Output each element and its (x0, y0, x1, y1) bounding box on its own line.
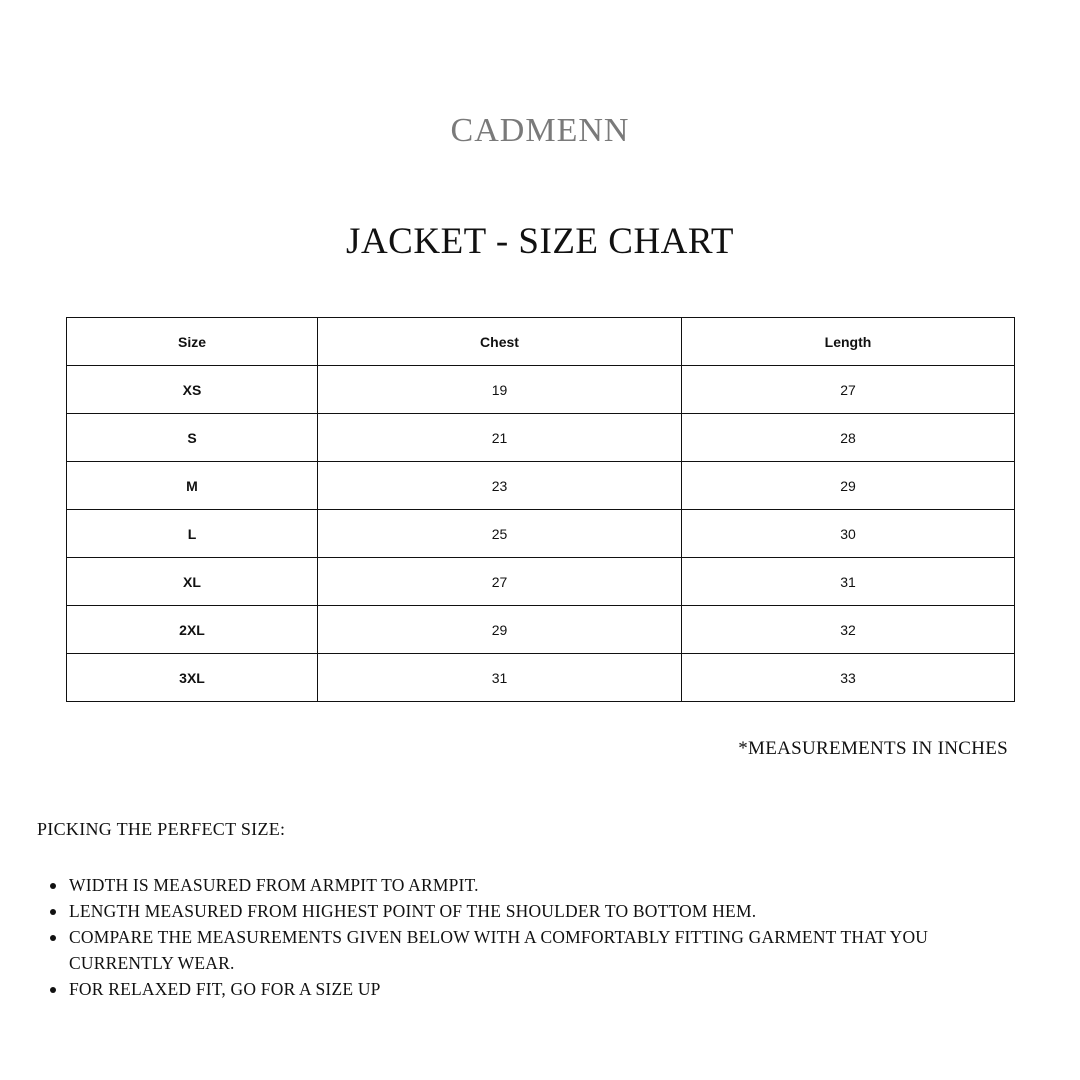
length-cell: 33 (682, 654, 1015, 702)
size-cell: XS (67, 366, 318, 414)
tip-text: FOR RELAXED FIT, GO FOR A SIZE UP (69, 979, 381, 999)
chest-cell: 31 (318, 654, 682, 702)
length-cell: 27 (682, 366, 1015, 414)
length-cell: 32 (682, 606, 1015, 654)
measurement-note: *MEASUREMENTS IN INCHES (738, 738, 1008, 759)
list-item (69, 976, 1029, 1002)
length-cell: 31 (682, 558, 1015, 606)
chest-cell: 21 (318, 414, 682, 462)
length-cell: 28 (682, 414, 1015, 462)
size-cell: L (67, 510, 318, 558)
size-cell: 2XL (67, 606, 318, 654)
chest-cell: 19 (318, 366, 682, 414)
bullet-icon (50, 883, 56, 889)
size-cell: M (67, 462, 318, 510)
bullet-icon (50, 909, 56, 915)
size-cell: 3XL (67, 654, 318, 702)
bullet-icon (50, 935, 56, 941)
table-row (67, 510, 1015, 558)
chest-cell: 23 (318, 462, 682, 510)
list-item (69, 872, 1029, 898)
table-row (67, 366, 1015, 414)
header-length: Length (682, 318, 1015, 366)
table-row (67, 558, 1015, 606)
tip-text: LENGTH MEASURED FROM HIGHEST POINT OF THE SHOULDER TO BOTTOM HEM. (69, 901, 757, 921)
table-row (67, 414, 1015, 462)
list-item (69, 924, 1029, 976)
table-header-row (67, 318, 1015, 366)
chest-cell: 29 (318, 606, 682, 654)
tip-text: WIDTH IS MEASURED FROM ARMPIT TO ARMPIT. (69, 875, 479, 895)
table-row (67, 462, 1015, 510)
brand-logo: CADMENN (450, 112, 630, 149)
header-size: Size (67, 318, 318, 366)
tips-heading: PICKING THE PERFECT SIZE: (37, 819, 286, 839)
table-row (67, 606, 1015, 654)
page-title: JACKET - SIZE CHART (346, 221, 734, 262)
list-item (69, 898, 1029, 924)
bullet-icon (50, 987, 56, 993)
tips-list (0, 872, 1029, 1002)
header-chest: Chest (318, 318, 682, 366)
size-chart-table (66, 317, 1015, 702)
chest-cell: 25 (318, 510, 682, 558)
length-cell: 29 (682, 462, 1015, 510)
size-cell: S (67, 414, 318, 462)
table-row (67, 654, 1015, 702)
tip-text: COMPARE THE MEASUREMENTS GIVEN BELOW WITH A COMFORTABLY FITTING GARMENT THAT YOU CURRENTLY WEAR. (69, 927, 929, 973)
length-cell: 30 (682, 510, 1015, 558)
size-cell: XL (67, 558, 318, 606)
chest-cell: 27 (318, 558, 682, 606)
